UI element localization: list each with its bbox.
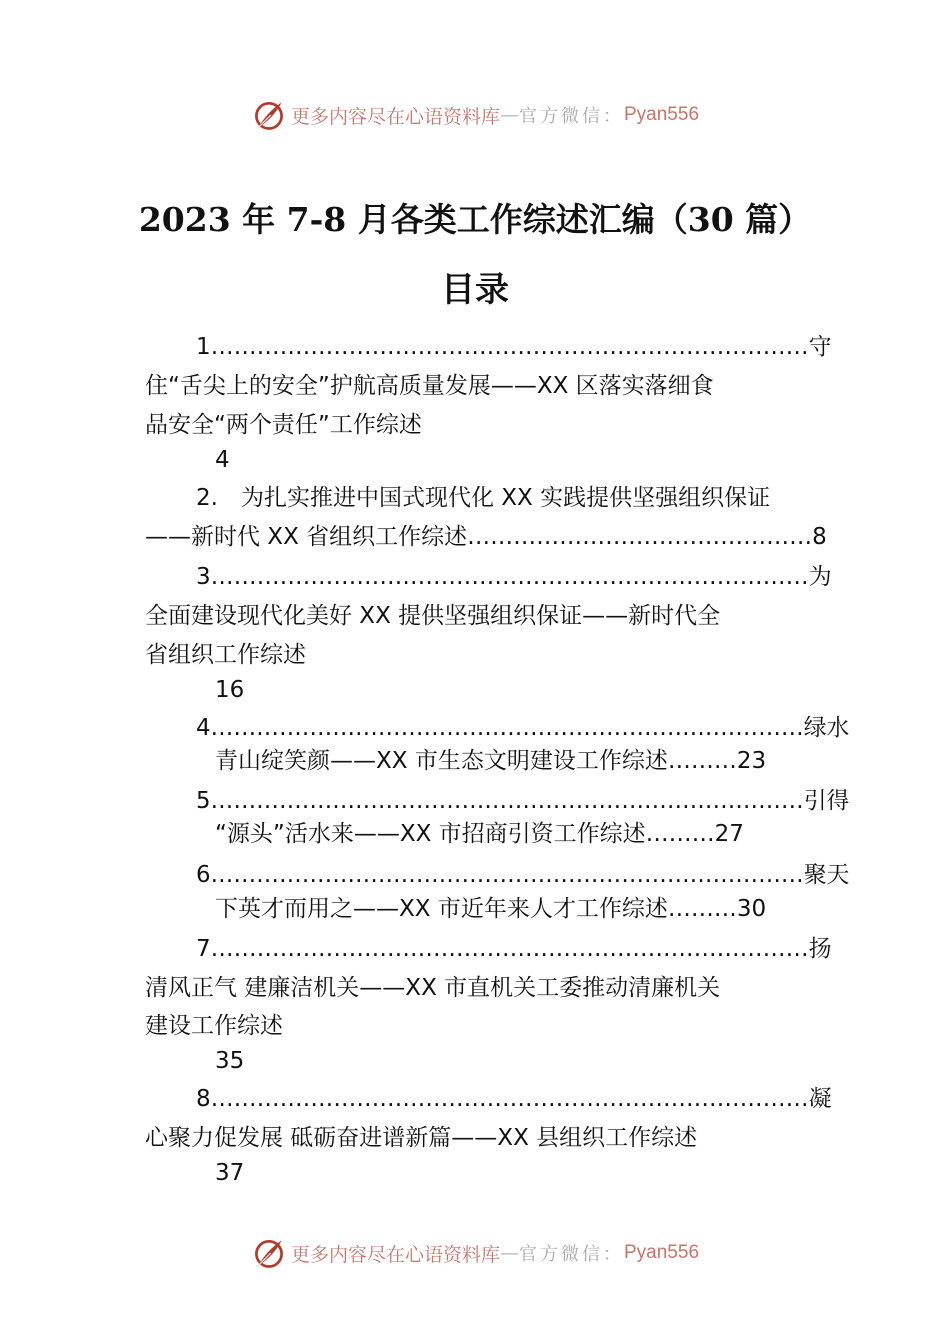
feather-quill-logo-icon	[251, 1235, 287, 1271]
toc-line: 2. 为扎实推进中国式现代化 XX 实践提供坚强组织保证	[196, 485, 771, 511]
toc-line: 8……………………………………………………………………凝	[196, 1086, 832, 1112]
watermark-site-text: 更多内容尽在心语资料库	[290, 105, 500, 128]
watermark-site-text: 更多内容尽在心语资料库	[290, 1243, 500, 1266]
toc-line: 品安全“两个责任”工作综述	[145, 412, 422, 438]
toc-line: 心聚力促发展 砥砺奋进谱新篇——XX 县组织工作综述	[145, 1125, 698, 1151]
watermark-id: Pyan556	[624, 104, 700, 125]
toc-line: ——新时代 XX 省组织工作综述………………………………………8	[145, 524, 827, 550]
toc-line: 37	[215, 1160, 245, 1186]
toc-line: 35	[215, 1048, 245, 1074]
watermark-separator: —	[500, 1242, 519, 1264]
toc-line: 16	[215, 677, 245, 703]
watermark-separator: —	[500, 104, 519, 126]
toc-line: 清风正气 建廉洁机关——XX 市直机关工委推动清廉机关	[145, 975, 721, 1001]
toc-line: 全面建设现代化美好 XX 提供坚强组织保证——新时代全	[145, 603, 721, 629]
toc-heading: 目录	[441, 270, 509, 310]
toc-line: 4……………………………………………………………………绿水	[196, 715, 850, 741]
toc-line: 住“舌尖上的安全”护航高质量发展——XX 区落实落细食	[145, 373, 714, 399]
feather-quill-logo-icon	[251, 97, 287, 133]
toc-line: 1……………………………………………………………………守	[196, 334, 832, 360]
toc-line: 7……………………………………………………………………扬	[196, 936, 832, 962]
document-title: 2023 年 7-8 月各类工作综述汇编（30 篇）	[138, 200, 812, 239]
toc-line: 4	[215, 447, 230, 473]
toc-line: “源头”活水来——XX 市招商引资工作综述………27	[215, 821, 744, 847]
toc-line: 6……………………………………………………………………聚天	[196, 862, 850, 888]
toc-line: 3……………………………………………………………………为	[196, 564, 832, 590]
toc-line: 下英才而用之——XX 市近年来人才工作综述………30	[215, 896, 767, 922]
footer-watermark	[0, 1233, 950, 1273]
header-watermark	[0, 95, 950, 135]
toc-line: 建设工作综述	[145, 1013, 283, 1039]
watermark-label: 官方微信：	[519, 1244, 624, 1265]
toc-line: 省组织工作综述	[145, 642, 306, 668]
toc-line: 青山绽笑颜——XX 市生态文明建设工作综述………23	[215, 748, 767, 774]
toc-line: 5……………………………………………………………………引得	[196, 788, 850, 814]
watermark-id: Pyan556	[624, 1242, 700, 1263]
watermark-label: 官方微信：	[519, 106, 624, 127]
